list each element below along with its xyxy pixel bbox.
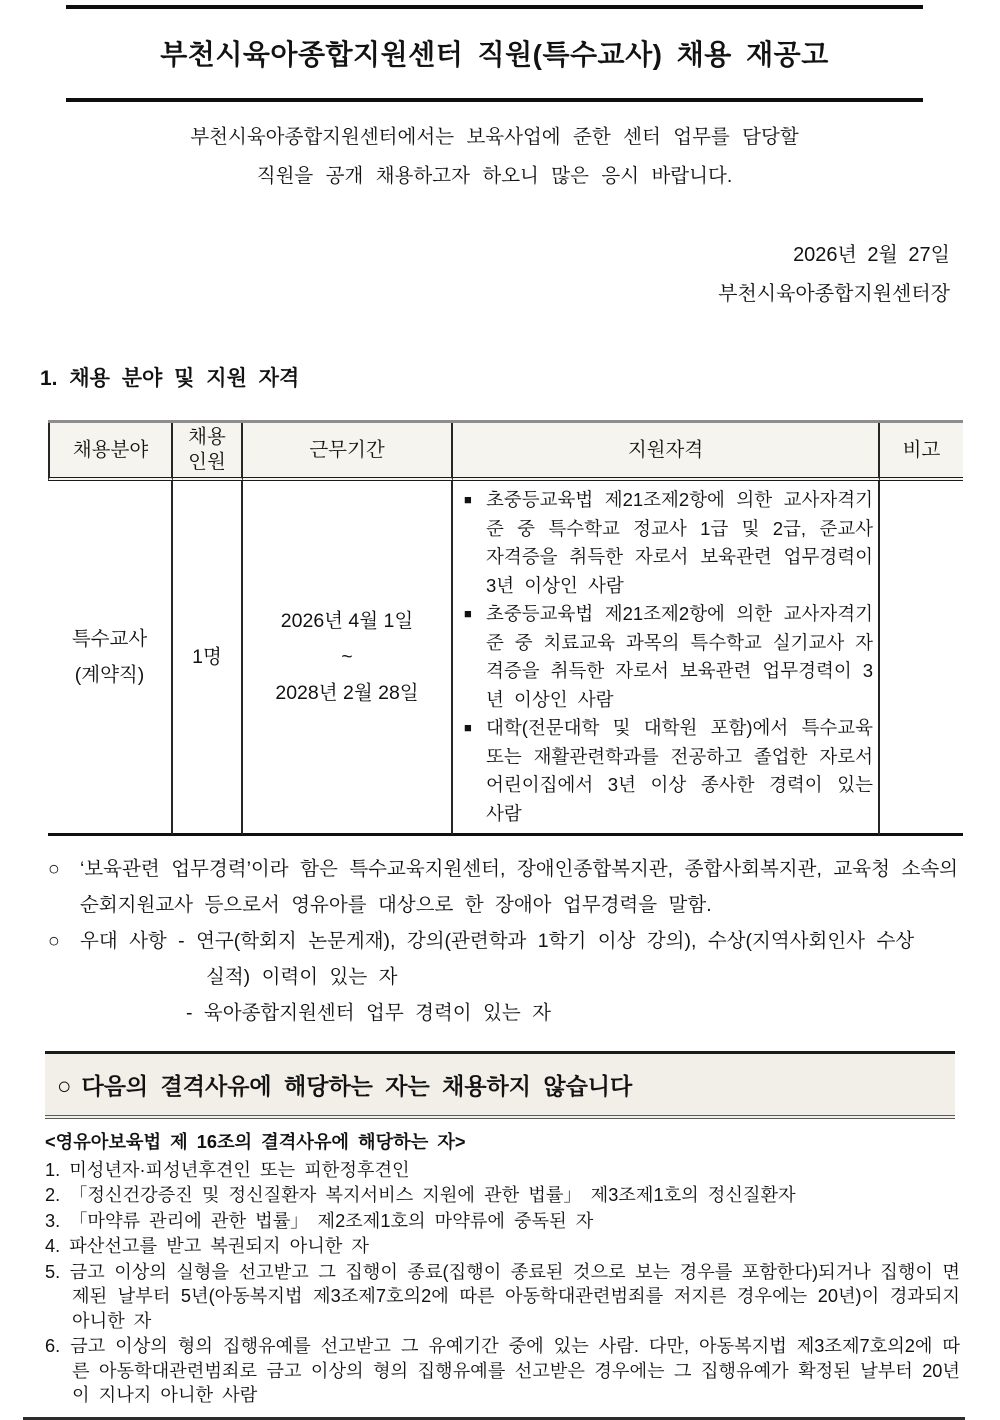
cell-count: 1명 [173, 481, 243, 836]
disqualification-heading: <영유아보육법 제 16조의 결격사유에 해당하는 자> [45, 1132, 466, 1152]
qualification-text: 대학(전문대학 및 대학원 포함)에서 특수교육 또는 재활관련학과를 전공하고 졸업한 자로서 어린이집에서 3년 이상 종사한 경력이 있는 사람 [486, 717, 873, 824]
note-preference-line-1 [48, 923, 958, 959]
period-end: 2028년 2월 28일 [275, 682, 419, 704]
field-line-2: (계약직) [74, 664, 145, 686]
circle-bullet-icon: ○ [48, 858, 60, 880]
qualification-item [462, 600, 873, 714]
period-start: 2026년 4월 1일 [280, 610, 414, 632]
note-text: 우대 사항 - 연구(학회지 논문게재), 강의(관련학과 1학기 이상 강의), 수상(지역사회인사 수상 [80, 930, 915, 952]
intro-line-2: 직원을 공개 채용하고자 하오니 많은 응시 바랍니다. [256, 165, 733, 187]
disqualification-item: 6. 금고 이상의 형의 집행유예를 선고받고 그 유예기간 중에 있는 사람. 다만, 아동복지법 제3조제7호의2에 따른 아동학대관련범죄로 금고 이상의 형의 집행유예를 선고받은 경우에는 그 집행유예가 확정된 날부터 20년이 지나지 아니한 사람 [45, 1336, 960, 1405]
qualification-text: 초중등교육법 제21조제2항에 의한 교사자격기준 중 특수학교 정교사 1급 및 2급, 준교사 자격증을 취득한 자로서 보육관련 업무경력이 3년 이상인 사람 [486, 489, 873, 596]
disqualification-item: 5. 금고 이상의 실형을 선고받고 그 집행이 종료(집행이 종료된 것으로 보는 경우를 포함한다)되거나 집행이 면제된 날부터 5년(아동복지법 제3조제7호의2에 따른 아동학대관련범죄를 저지른 경우에는 20년)이 경과되지 아니한 자 [45, 1261, 960, 1331]
cell-period [243, 481, 453, 836]
notes-section [48, 851, 958, 1031]
square-bullet-icon: ■ [464, 492, 472, 507]
bottom-rule [23, 1417, 965, 1420]
disqualification-item: 2. 「정신건강증진 및 정신질환자 복지서비스 지원에 관한 법률」 제3조제1호의 정신질환자 [45, 1185, 796, 1205]
col-header-qualification: 지원자격 [453, 423, 880, 481]
col-header-count [173, 423, 243, 481]
square-bullet-icon: ■ [464, 606, 472, 621]
qualification-item [462, 714, 873, 828]
note-text: ‘보육관련 업무경력’이라 함은 특수교육지원센터, 장애인종합복지관, 종합사회복지관, 교육청 소속의 순회지원교사 등으로서 영유아를 대상으로 한 장애아 업무경력을 말함. [80, 858, 958, 916]
col-header-period: 근무기간 [243, 423, 453, 481]
announcement-page [0, 5, 1000, 1405]
announcement-date: 2026년 2월 27일 [793, 244, 950, 266]
intro-line-1: 부천시육아종합지원센터에서는 보육사업에 준한 센터 업무를 담당할 [190, 126, 799, 148]
circle-bullet-icon: ○ [57, 1073, 72, 1100]
col-header-field: 채용분야 [48, 423, 173, 481]
cell-field [48, 481, 173, 836]
recruitment-table [48, 420, 963, 836]
qualification-text: 초중등교육법 제21조제2항에 의한 교사자격기준 중 치료교육 과목의 특수학교 실기교사 자격증을 취득한 자로서 보육관련 업무경력이 3년 이상인 사람 [486, 603, 873, 710]
disqualification-item: 1. 미성년자·피성년후견인 또는 피한정후견인 [45, 1159, 410, 1180]
disqualification-section [45, 1130, 960, 1408]
disqualification-banner [45, 1051, 955, 1119]
issuer: 부천시육아종합지원센터장 [718, 283, 950, 305]
square-bullet-icon: ■ [464, 720, 472, 735]
date-block [0, 236, 950, 314]
cell-note [880, 481, 963, 836]
col-header-note: 비고 [880, 423, 963, 481]
col-header-count-label: 채용 인원 [188, 426, 226, 473]
section-1-heading: 1. 채용 분야 및 지원 자격 [40, 367, 300, 390]
title-underline [66, 98, 923, 102]
qualification-item [462, 486, 873, 600]
intro-paragraph [66, 118, 923, 196]
banner-text: 다음의 결격사유에 해당하는 자는 채용하지 않습니다 [81, 1073, 633, 1099]
note-childcare-experience [48, 851, 958, 923]
disqualification-item: 4. 파산선고를 받고 복권되지 아니한 자 [45, 1236, 369, 1256]
document-title: 부천시육아종합지원센터 직원(특수교사) 채용 재공고 [160, 39, 829, 70]
field-line-1: 특수교사 [71, 628, 148, 650]
period-tilde: ~ [341, 646, 353, 668]
disqualification-item: 3. 「마약류 관리에 관한 법률」 제2조제1호의 마약류에 중독된 자 [45, 1210, 594, 1231]
note-preference-line-3: - 육아종합지원센터 업무 경력이 있는 자 [186, 1002, 551, 1024]
circle-bullet-icon: ○ [48, 930, 60, 952]
note-preference-line-2: 실적) 이력이 있는 자 [206, 966, 398, 988]
cell-qualifications [453, 481, 880, 836]
